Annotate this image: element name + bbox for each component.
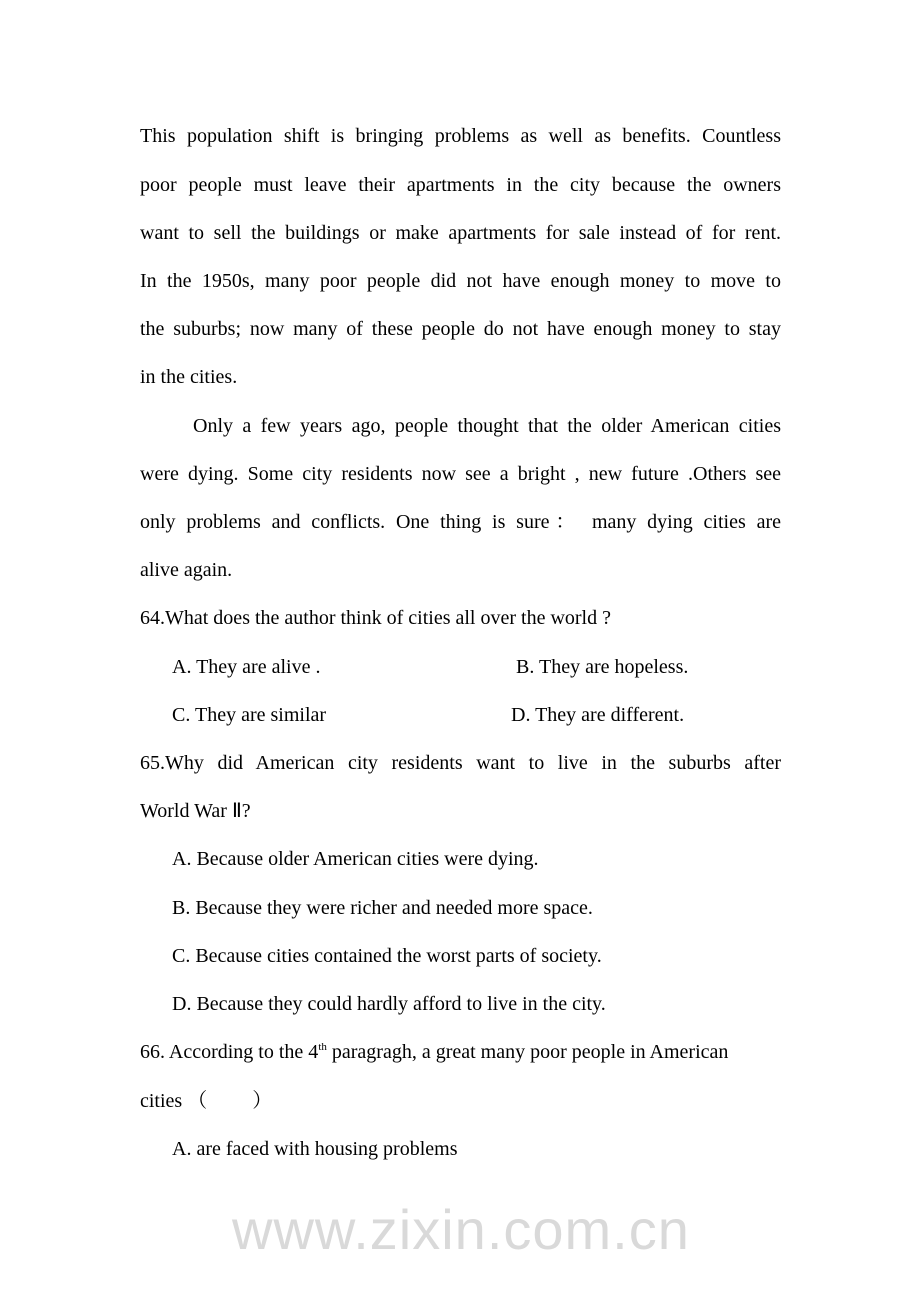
question-64-option-b: B. They are hopeless.: [516, 656, 689, 678]
superscript: th: [318, 1041, 327, 1053]
stem-part: 66. According to the 4: [140, 1041, 319, 1063]
paragraph-line: were dying. Some city residents now see a bright , new future .Others see: [140, 463, 781, 485]
question-66-option-a: A. are faced with housing problems: [172, 1138, 458, 1160]
paragraph-line: In the 1950s, many poor people did not have enough money to move to: [140, 270, 781, 292]
paragraph-line: This population shift is bringing problems as well as benefits. Countless: [140, 125, 781, 147]
question-65-option-d: D. Because they could hardly afford to live in the city.: [172, 993, 606, 1015]
question-66-stem-cont: cities （ ）: [140, 1090, 273, 1112]
question-64-stem: 64.What does the author think of cities all over the world ?: [140, 607, 611, 629]
paragraph-line: the suburbs; now many of these people do not have enough money to stay: [140, 318, 781, 340]
question-64-option-c: C. They are similar: [172, 704, 327, 726]
paragraph-line: alive again.: [140, 559, 233, 581]
question-66-stem: [140, 1039, 781, 1065]
question-65-stem: 65.Why did American city residents want to live in the suburbs after: [140, 752, 781, 774]
question-64-option-a: A. They are alive .: [172, 656, 321, 678]
paragraph-line: poor people must leave their apartments in the city because the owners: [140, 174, 781, 196]
question-65-option-c: C. Because cities contained the worst parts of society.: [172, 945, 602, 967]
watermark: www.zixin.com.cn: [232, 1198, 690, 1261]
question-65-option-a: A. Because older American cities were dying.: [172, 848, 539, 870]
question-65-stem-cont: World War Ⅱ?: [140, 800, 251, 822]
paragraph-line: Only a few years ago, people thought that the older American cities: [193, 415, 781, 437]
paragraph-line: want to sell the buildings or make apartments for sale instead of for rent.: [140, 222, 781, 244]
paragraph-line: in the cities.: [140, 366, 238, 388]
paragraph-line: only problems and conflicts. One thing is sure： many dying cities are: [140, 511, 781, 533]
question-64-option-d: D. They are different.: [511, 704, 685, 726]
question-65-option-b: B. Because they were richer and needed more space.: [172, 897, 593, 919]
stem-part: paragragh, a great many poor people in American: [326, 1041, 729, 1063]
